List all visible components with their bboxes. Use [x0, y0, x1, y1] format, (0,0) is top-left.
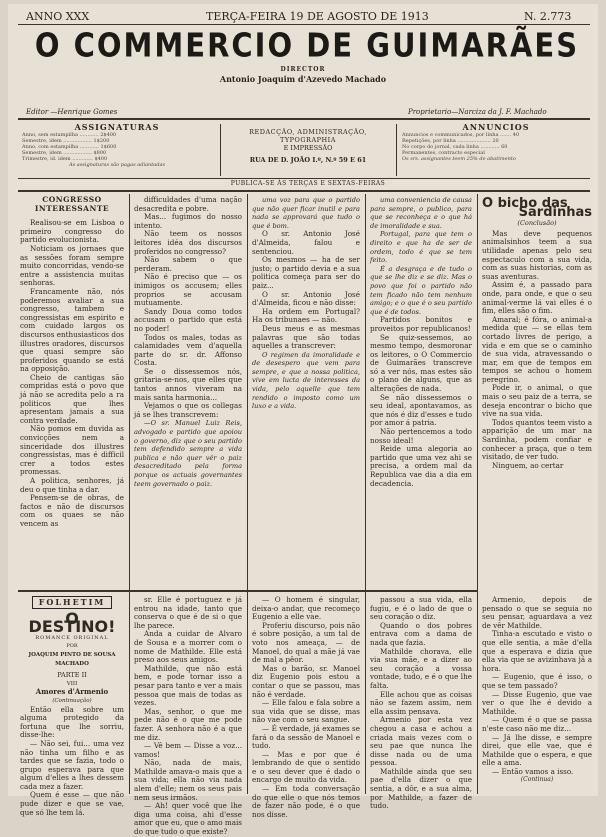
paragraph: Cheio de cantigas são compridas está o povo que já não se acredita pelo a ra politicos que lhes apresentam jamais a sua contra verdade.	[20, 372, 124, 425]
paragraph: A politica, senhores, já deu o que tinha a dar.	[20, 476, 124, 494]
article-column-2	[134, 196, 242, 592]
paragraph: Armenio por esta vez chegou a casa e achou a criada mais vezes com o seu pae que nunca lhe disse nada ou de uma pessoa.	[370, 715, 472, 768]
issue-number: N. 2.773	[524, 10, 572, 23]
divider	[18, 190, 590, 192]
assignaturas-title: ASSIGNATURAS	[74, 122, 160, 132]
paragraph: Não sabem o que perderam.	[134, 255, 242, 273]
redaccao-box	[224, 128, 392, 164]
folhetim-chapter-title: Amores d'Armenio	[35, 687, 109, 697]
paragraph: Assim é, a passado para onde, para onde, e que o seu animal-verme lá vai elles é o fim, elles são o fim.	[482, 280, 592, 316]
paragraph: Não teem os nossos leitores idéa dos discursos proferidos no congresso?	[134, 229, 242, 256]
quote: —O sr. Manuel Luiz Reis, advogado e partido que apoiou o governo, diz que o seu partido tem defendido sempre a vida publica e não quer vêr o paiz desacreditado pela forma porque os actuais governantes teem governado o paiz.	[134, 419, 242, 488]
annuncios-line: Repetições, por linha ..................... 20	[402, 138, 499, 144]
paragraph: Mathilde, que não está bem, e pode tornar isso a pesar para tanto e ver a mais pessoa que mais de todas as vezes.	[134, 663, 242, 708]
paragraph: — Ah! quer você que lhe diga uma coisa, ahi d'esse amor que eu, que o amo mais do que tudo o que existe?	[134, 801, 242, 837]
paragraph: O sr. Antonio José d'Almeida, ficou e não disse:	[252, 289, 360, 308]
annuncios-note: Os srs. assignantes teem 25% de abatimento	[402, 156, 516, 162]
paragraph: — É verdade, já exames se fará o da sessão de Manoel e tudo.	[252, 723, 360, 751]
paragraph: Mathilde chorava, elle via sua mãe, e a dizer ao seu coração a vossa vontade, tudo, e é o que lhe falta.	[370, 646, 472, 690]
folhetim-por: POR	[66, 643, 78, 650]
paragraph: Pensem-se de obras, de factos e não de discursos com os quaes se não vencem as	[20, 493, 124, 528]
paragraph: Mas deve pequenos animalsinhos teem a sua utilidade apenas pelo seu espectaculo com a sua vida, com as suas historias, com as suas aventuras.	[482, 228, 592, 281]
paragraph: Noticiam os jornaes que as sessões foram sempre muito concorridas, vendo-se entre a assistencia muitas senhoras.	[20, 243, 124, 288]
folhetim-column-2	[134, 595, 242, 837]
paragraph: Não, nada de mais, Mathilde amava-o mais que a sua vida; ella não via nada alem d'elle; nem os seus pais nem seus irmãos.	[134, 758, 242, 802]
paragraph: Então ella sobre um alguma protegido da fortuna que lhe sorriu, disse-lhe:	[20, 704, 124, 740]
paragraph: Vejamos o que os collegas já se lhes transcrevem:	[134, 401, 242, 419]
folhetim-label: FOLHETIM	[32, 596, 112, 609]
divider	[18, 178, 590, 179]
article-subtitle: (Conclusão)	[517, 219, 557, 228]
annuncios-line: No corpo do jornal, cada linha ............ 60	[402, 144, 508, 150]
paragraph: Proferiu discurso, pois não é sobre posição, a um tal de voto nos ameaça, — de Manoel, do qual a mãe já vae de mal a pêor.	[252, 620, 360, 665]
director-name: Antonio Joaquim d'Azevedo Machado	[219, 74, 387, 84]
assignaturas-line: Anno, com estampilha ............ 1$600	[22, 144, 117, 150]
paragraph: — Disse Eugenio, que vae ver o que lhe é devido a Mathilde.	[482, 689, 592, 716]
divider	[220, 124, 221, 176]
folhetim-title: O DESTINO!	[28, 608, 116, 637]
article-column-3	[252, 196, 360, 592]
paragraph: — Vê bem — Disse a voz... vamos!	[134, 741, 242, 759]
article-column-4	[370, 196, 472, 592]
paragraph: Não é preciso que — os inimigos os accusem; elles proprios se accusam mutuamente.	[134, 272, 242, 308]
paragraph: Realisou-se em Lisboa o primeiro congresso do partido evolucionista.	[20, 218, 124, 245]
newspaper-page	[8, 4, 598, 837]
editor-line: Editor —Henrique Gomes	[26, 108, 118, 116]
folhetim-parte: PARTE II	[57, 671, 87, 680]
annuncios-box	[402, 122, 590, 162]
paragraph: Todos os males, todas as calamidades vem d'aquella parte do sr. dr. Affonso Costa.	[134, 332, 242, 368]
paragraph: difficuldades d'uma nação desacredita e pobre.	[134, 195, 242, 213]
publica-line: PUBLICA-SE ÀS TERÇAS E SEXTAS-FEIRAS	[230, 180, 386, 187]
paragraph: Mas... fugimos do nosso intento.	[134, 212, 242, 230]
folhetim-column-3	[252, 595, 360, 819]
article-title: O bicho das	[482, 196, 568, 211]
article-title: Sardinhas	[518, 204, 592, 220]
paragraph: Anda a cuidar de Alvaro de Sousa e a morrer com o nome de Mathilde. Elle está preso aos seus amigos.	[134, 629, 242, 665]
annuncios-line: Annuncios e communicados, por linha ....... 40	[402, 132, 520, 138]
column-rule	[365, 194, 366, 794]
paragraph: — Então vamos a isso.	[492, 766, 574, 776]
annuncios-line: Permanentes, contracto especial	[402, 150, 485, 156]
paragraph: passou a sua vida, ella fugiu, e é o lado de que o seu coração o diz.	[370, 595, 472, 622]
assignaturas-box	[22, 122, 212, 168]
paragraph: O sr. Antonio José d'Almeida, falou e sentenciou.	[252, 229, 360, 256]
folhetim-column-4	[370, 595, 472, 811]
header-top-line	[26, 10, 586, 24]
article-congresso	[20, 196, 124, 572]
paragraph: Reide uma alegoria ao partido que uma vez ahi se precisa, a ordem mal da Republica vae dia a dia em decadencia.	[370, 444, 472, 488]
paragraph: — Quem é o que se passa n'este caso não me diz...	[482, 715, 592, 733]
folhetim-section	[20, 596, 124, 817]
paragraph: Os mesmos — ha de ser justo; o partido devia e a sua politica começa para ser do paiz...	[252, 255, 360, 290]
masthead-title: O COMMERCIO DE GUIMARÃES	[34, 25, 580, 65]
date-line: TERÇA-FEIRA 19 DE AGOSTO DE 1913	[206, 10, 429, 23]
paragraph: — O homem é singular, deixa-o andar, que recomeço Eugenio a elle vae.	[252, 595, 360, 622]
paragraph: Quando o dos pobres entrava com a dama de nada que fazia.	[370, 620, 472, 647]
redaccao-address: RUA DE D. JOÃO I.º, N.º 59 E 61	[249, 156, 367, 164]
paragraph: Deus meus e as mesmas palavras que são todas aquelles a transcrever:	[252, 323, 360, 351]
assignaturas-note: As assignaturas são pagas adiantadas	[68, 162, 166, 168]
divider	[18, 590, 477, 592]
quote: uma conveniencia de causa para sempre, o publico, para que se reconheça e o que há de imoralidade e sua.	[370, 196, 472, 230]
annuncios-title: ANNUNCIOS	[462, 122, 530, 132]
quote: O regimen da imoralidade e de desespero que vem para sempre, e que a nossa politica, vive em lucta de interesses da vida, pelo aquelle que tem rendido o imposto como um luxo e a vida.	[252, 350, 360, 411]
continua-label: (Continua)	[520, 776, 554, 784]
paragraph: Sandy Doua como todos accusam o partido que está no poder!	[134, 306, 242, 333]
redaccao-line1: REDACÇÃO, ADMINISTRAÇÃO, TYPOGRAPHIA	[249, 128, 367, 144]
article-headline: CONGRESSO INTERESSANTE	[34, 195, 110, 213]
quote: uma voz para que o partido que não quer ficar inutil e para nada se approvará que tudo o que é bom.	[252, 196, 360, 230]
paragraph: Mas o barão, sr. Manoel diz Eugenio pois estou a contar o que se passou, mas não é verdade.	[252, 663, 360, 699]
paragraph: — Elle falou e fala sobre a sua vida que se disse, mas não vae com o seu sangue.	[252, 698, 360, 725]
paragraph: — Mas e por que é lembrando de que o sentido e o seu dever que é dado o encargo de muito da vida.	[252, 749, 360, 785]
proprietaria-line: Proprietario—Narciza da J. F. Machado	[408, 108, 547, 116]
paragraph: Não pertencemos a todo nosso ideal!	[370, 427, 472, 445]
folhetim-cont: (Continuação)	[52, 697, 92, 704]
divider	[18, 118, 590, 120]
anno-label: ANNO XXX	[26, 10, 90, 23]
quote: Portugal, para que tem o direito e que ha de ser de ordem, todo é que se tem feito.	[370, 230, 472, 265]
director-label: DIRECTOR	[280, 66, 326, 73]
paragraph: Francamente não, nós poderemos avaliar a sua congresso, tambem e congressistas em espirito e com cuidado largos os discursos enthusiasticos dos illustres oradores, discursos que quasi sempre são proferidos quando se está na opposição.	[20, 286, 124, 374]
paragraph: Mas, senhor, o que me pede não é o que me pode fazer. A senhora não é a que me diz.	[134, 706, 242, 742]
paragraph: Pode ir, o animal, o que mais o seu paiz de a terra, se deseja encontrar o bicho que vive na sua vida.	[482, 383, 592, 419]
assignaturas-line: Semestre, idem .................. $800	[22, 150, 107, 156]
paragraph: Mathilde ainda que seu pae d'ella dizer o que sentia, a dôr, e a sua alma, por Mathilde, a fazer de tudo.	[370, 766, 472, 811]
column-rule	[129, 194, 130, 794]
quote: É a desgraça e de tudo o que se lhe diz e se diz. Mas o povo que foi o partido não tem ficado não tem nenhum amigo; e o que é o seu partido que é de todos.	[370, 264, 472, 316]
folhetim-subtitle: ROMANCE ORIGINAL	[35, 634, 109, 641]
paragraph: Quem é esse — que não pude dizer e que se vae, que só lhe tem lá.	[20, 790, 124, 817]
assignaturas-line: Semestre, idem .................. 1$200	[22, 138, 110, 144]
paragraph: Tinha-a escutado e visto o que elle sentia, a mãe d'ella que a esperava e dizia que ella via que se avizinhava já a hora.	[482, 629, 592, 673]
paragraph: — Eugenio, que é isso, o que se tem passado?	[482, 672, 592, 690]
paragraph: sr. Elle é portuguez e já entrou na idade, tanto que conserva o que é de si o que lhe parece.	[134, 595, 242, 630]
folhetim-author: JOAQUIM PINTO DE SOUSA MACHADO	[28, 651, 116, 667]
paragraph: Não pomos em duvida as convicções nem a sinceridade dos illustres congressistas, mas é difficil crer a todos estes promessas.	[20, 424, 124, 477]
column-rule	[247, 194, 248, 794]
paragraph: Se quiz-sessemos, ao mesmo tempo, desmoronar os leitores, o O Commercio de Guimarães transcreve só a ver nós, mas estes são o plano de alguns, que as alterações de nada.	[370, 332, 472, 394]
paragraph: Ha ordem em Portugal? Ha os tribunaes — não.	[252, 306, 360, 325]
column-rule	[477, 194, 478, 794]
paragraph: Ninguem, ao certar	[492, 460, 564, 470]
paragraph: Amaral; é fóra, o animal-a medida que — se ellas tem cortado livres de perigo, a vida e em que se o caminho de sua vida, atravessando o mar, em que de tempos em tempos se achou o homem peregrino.	[482, 314, 592, 384]
assignaturas-line: Trimestre, id. idem ............. $400	[22, 156, 108, 162]
paragraph: — Já lhe disse, e sempre direi, que elle vae, que é Mathilde que o espera, e que elle a ama.	[482, 732, 592, 768]
folhetim-column-5	[482, 596, 592, 792]
redaccao-line2: E IMPRESSÃO	[283, 144, 333, 152]
assignaturas-line: Anno, sem estampilha ............ 2$400	[22, 132, 117, 138]
paragraph: — Não sei, fui... uma vez não tinha um filho e as tardes que se fazia, todo o grupo esperava para que algum d'elles a lhes dessem cada mez a fazer.	[20, 738, 124, 791]
paragraph: Todos quantos teem visto a apparição de um mar na Sardinha, podem confiar e conhecer a praça, que o tem visitado, de ver tudo.	[482, 417, 592, 462]
paragraph: — Em toda conversação do que elle o que nós temos de fazer não pode, é o que nos disse.	[252, 784, 360, 819]
folhetim-chapter: VIII	[66, 680, 78, 687]
paragraph: Se o dissessemos nós, gritaria-se-nos, que elles que tantos annos viveram na mais santa harmonia...	[134, 366, 242, 402]
paragraph: Partidos bonitos e proveitos por republicanos!	[370, 315, 472, 333]
paragraph: Elle achou que as coisas não se fazem assim, nem ella assim pensava.	[370, 689, 472, 716]
paragraph: Se não dissessemos o seu ideal, apontavamos, as que nós é diz d'esses e tudo por amor á patria.	[370, 392, 472, 428]
divider	[396, 124, 397, 176]
paragraph: Armenio, depois de pensado o que se seguia no seu pensar, aguardava a vez de vêr Mathilde.	[482, 595, 592, 630]
